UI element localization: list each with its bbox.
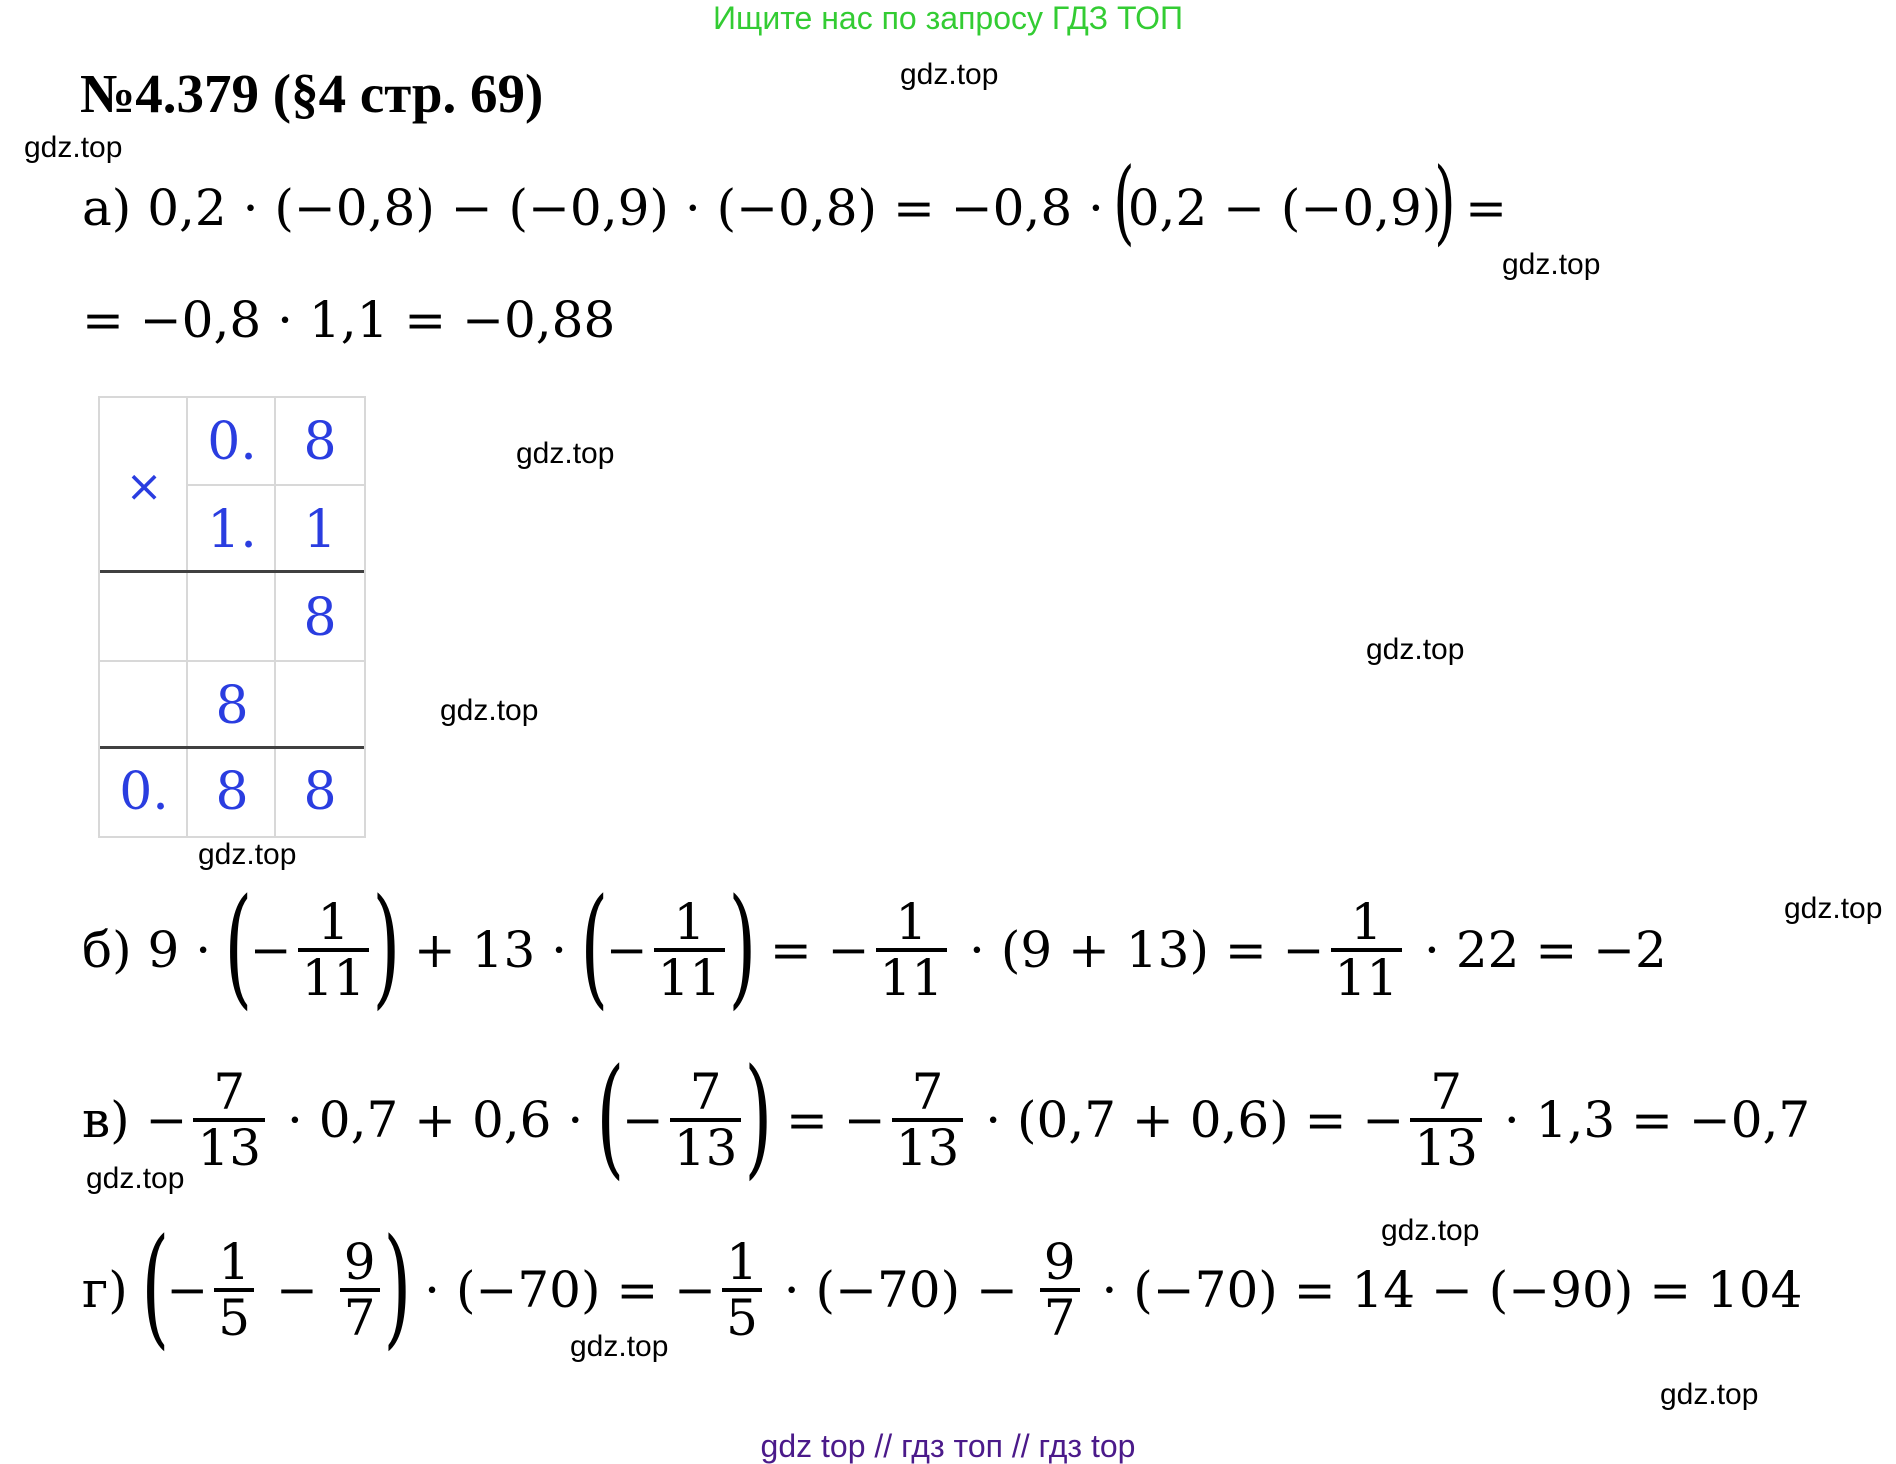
paren-left: ( [1113,147,1135,255]
expr-segment: − [166,1261,209,1319]
watermark: gdz.top [1381,1214,1480,1247]
footer-links[interactable]: gdz top // гдз топ // гдз top [760,1428,1136,1464]
expr-segment: · (−70) = − [408,1261,717,1319]
watermark: gdz.top [900,58,999,91]
expr-segment: · (9 + 13) = − [953,921,1325,979]
paren-right: ) [728,869,757,1022]
fraction: $\frac{1}{11}$ [298,896,370,1005]
promo-banner[interactable]: Ищите нас по запросу ГДЗ ТОП [713,0,1183,36]
paren-right: ) [382,1209,411,1362]
watermark: gdz.top [516,437,615,470]
fraction: $\frac{7}{13}$ [892,1066,964,1175]
expr-segment: − [605,921,648,979]
column-multiplication [98,396,366,838]
paren-right: ) [372,869,401,1022]
expr-segment: в) − [82,1091,188,1149]
expr-segment: − [621,1091,664,1149]
paren-left: ( [580,869,609,1022]
solution-a-line2 [82,290,615,350]
solution-g [82,1209,1803,1363]
fraction: $\frac{1}{11}$ [876,896,948,1005]
watermark: gdz.top [440,694,539,727]
expr-segment: а) 0,2 · (−0,8) − (−0,9) · (−0,8) = −0,8 · [82,179,1120,237]
expr-segment: · (0,7 + 0,6) = − [969,1091,1405,1149]
fraction: $\frac{1}{11}$ [654,896,726,1005]
fraction: $\frac{7}{13}$ [670,1066,742,1175]
fraction: $\frac{9}{7}$ [1040,1236,1080,1345]
watermark: gdz.top [86,1162,185,1195]
digit: 1 [303,500,337,560]
paren-left: ( [596,1039,625,1192]
solution-b [82,869,1667,1022]
expr-segment: · 0,7 + 0,6 · [271,1091,600,1149]
paren-left: ( [141,1209,169,1362]
expr-segment: · (−70) = 14 − (−90) = 104 [1085,1261,1803,1319]
expr-segment: = − [770,1091,886,1149]
digit: 8 [303,762,337,822]
expr-segment: − [260,1261,334,1319]
expr-segment: = [1449,179,1508,237]
digit: 8 [303,412,337,472]
watermark: gdz.top [1784,892,1883,925]
expr-segment: = − [753,921,870,979]
paren-right: ) [1434,147,1457,255]
fraction: $\frac{1}{5}$ [214,1236,254,1345]
expr-segment: = −0,8 · 1,1 = −0,88 [82,291,616,349]
digit: 8 [303,588,337,648]
exercise-title: №4.379 (§4 стр. 69) [80,63,544,124]
paren-right: ) [744,1039,773,1192]
expr-segment: · 1,3 = −0,7 [1487,1091,1811,1149]
fraction: $\frac{7}{13}$ [193,1066,265,1175]
expr-segment: г) [82,1261,144,1319]
watermark: gdz.top [24,131,123,164]
watermark: gdz.top [1366,633,1465,666]
fraction: $\frac{1}{11}$ [1331,896,1403,1005]
expr-segment: 0,2 − (−0,9) [1127,179,1442,237]
digit: 0. [207,412,257,472]
watermark: gdz.top [198,838,297,871]
watermark: gdz.top [1502,248,1601,281]
expr-segment: − [249,921,292,979]
watermark: gdz.top [1660,1378,1759,1411]
expr-segment: + 13 · [397,921,583,979]
digit: 8 [215,676,249,736]
multiply-sign: × [125,460,163,512]
expr-segment: · (−70) − [767,1261,1034,1319]
expr-segment: б) 9 · [82,921,227,979]
fraction: $\frac{1}{5}$ [722,1236,762,1345]
digit: 8 [215,762,249,822]
solution-v [82,1039,1811,1192]
fraction: $\frac{7}{13}$ [1410,1066,1482,1175]
fraction: $\frac{9}{7}$ [340,1236,380,1345]
digit: 1. [207,500,257,560]
paren-left: ( [224,869,253,1022]
expr-segment: · 22 = −2 [1408,921,1667,979]
digit: 0. [119,762,169,822]
solution-a-line1 [82,147,1508,255]
watermark: gdz.top [570,1330,669,1363]
